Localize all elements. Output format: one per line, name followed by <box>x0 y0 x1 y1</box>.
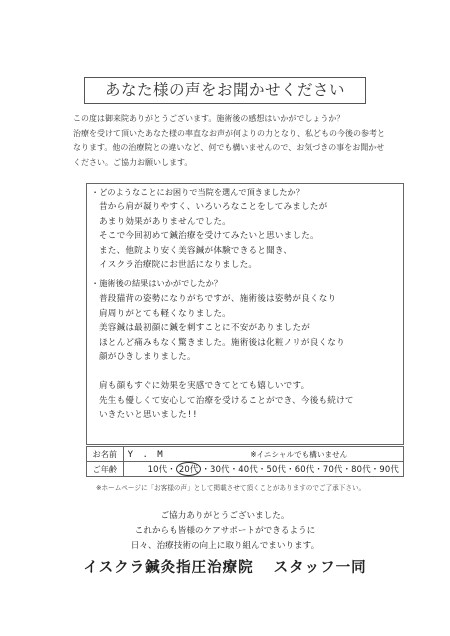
intro-line: なります。他の治療院との違いなど、何でも構いませんので、お気づきの事をお聞かせ <box>73 143 385 153</box>
staff-signature: スタッフ一同 <box>273 560 367 576</box>
answer-1 <box>99 200 399 273</box>
intro-line: ください。ご協力お願いします。 <box>73 157 193 167</box>
name-cell <box>123 447 403 462</box>
age-separator: ・ <box>370 464 380 474</box>
age-option: 10代 <box>147 464 168 474</box>
thanks-line: ご協力ありがとうございました。 <box>160 511 290 521</box>
publication-note: ※ホームページに「お客様の声」として掲載させて頂くことがありますのでご了承下さい。 <box>96 484 366 492</box>
age-separator: ・ <box>167 464 176 474</box>
answer-line: また、他院より安く美容鍼が体験できると聞き、 <box>99 245 293 256</box>
answer-line: 美容鍼は最初顔に鍼を刺すことに不安がありましたが <box>99 323 311 333</box>
age-separator: ・ <box>201 464 211 474</box>
answer-line: ほとんど痛みもなく驚きました。施術後は化粧ノリが良くなり <box>99 337 345 348</box>
answer-line: 肩も顔もすぐに効果を実感できてとても嬉しいです。 <box>99 381 310 391</box>
answer-line: 顔がひきしまりました。 <box>99 352 196 362</box>
answer-line: 先生も優しくて安心して治療を受けることができ、今後も続けて <box>99 395 354 406</box>
page-title: あなた様の声をお聞かせください <box>84 77 366 104</box>
age-option: 70代 <box>322 464 343 474</box>
answer-2 <box>99 292 399 423</box>
answer-line <box>99 365 399 380</box>
age-option: 30代 <box>210 464 230 474</box>
intro-line: この度は御来院ありがとうございます。施術後の感想はいかがでしょうか？ <box>73 114 345 123</box>
answer-line: 昔から肩が凝りやすく、いろいろなことをしてみましたが <box>99 202 328 212</box>
intro-text <box>73 112 393 170</box>
age-option: 20代 <box>176 462 202 476</box>
thanks-line: これからも皆様のケアサポートができるように <box>134 526 316 536</box>
age-separator: ・ <box>314 464 323 474</box>
age-option: 50代 <box>266 464 287 474</box>
age-option: 80代 <box>351 464 371 474</box>
intro-line: 治療を受けて頂いたあなた様の率直なお声が何よりの力となり、私どもの今後の参考と <box>73 128 385 138</box>
question-2: ・施術後の結果はいかがでしたか？ <box>91 278 223 288</box>
age-option: 40代 <box>238 464 258 474</box>
question-1: ・どのようなことにお困りで当院を選んで頂きましたか？ <box>91 187 304 197</box>
age-option: 90代 <box>379 464 399 474</box>
answer-line: イスクラ治療院にお世話になりました。 <box>99 260 258 270</box>
age-separator: ・ <box>342 464 352 474</box>
answer-line: そこで今回初めて鍼治療を受けてみたいと思いました。 <box>99 231 319 241</box>
clinic-name: イスクラ鍼灸指圧治療院 <box>83 560 254 576</box>
age-option: 60代 <box>294 464 315 474</box>
answer-line: あまり効果がありませんでした。 <box>99 216 231 227</box>
info-table <box>86 446 404 477</box>
thanks-line: 日々、治療技術の向上に取り組んでまいります。 <box>130 541 320 551</box>
age-separator: ・ <box>257 464 267 474</box>
answer-line: 肩周りがとても軽くなりました。 <box>99 308 231 319</box>
answer-line: 普段猫背の姿勢になりがちですが、施術後は姿勢が良くなり <box>99 294 337 304</box>
clinic-signature <box>0 556 450 577</box>
name-value: Y . M <box>127 449 165 460</box>
age-options <box>123 462 403 477</box>
name-label: お名前 <box>87 447 124 462</box>
age-separator: ・ <box>286 464 295 474</box>
initial-note: ※イニシャルでも構いません <box>250 449 348 459</box>
answer-line: いきたいと思いました!! <box>99 410 198 420</box>
survey-box <box>86 183 404 445</box>
age-label: ご年齢 <box>87 462 124 477</box>
age-separator: ・ <box>229 464 239 474</box>
